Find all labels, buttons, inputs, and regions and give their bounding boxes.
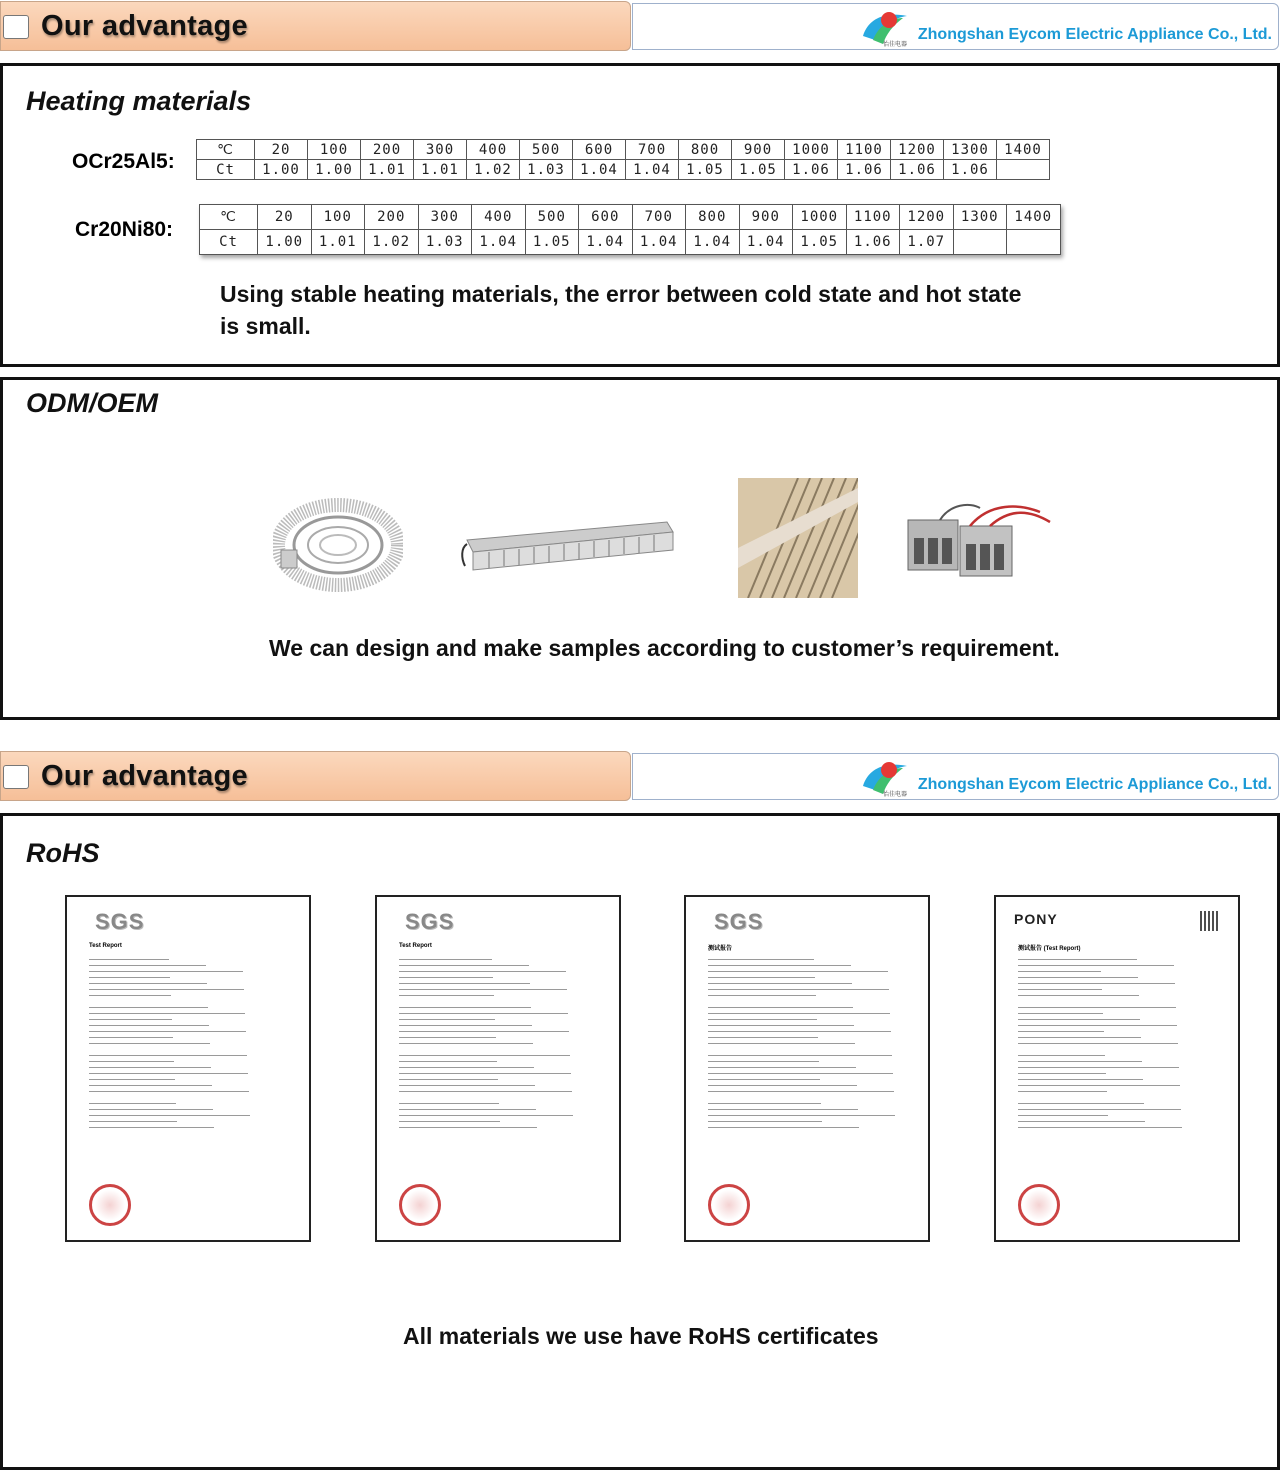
cert-text-line: [89, 1019, 172, 1020]
cert-text-line: [399, 1013, 568, 1014]
temperature-cell: 1400: [997, 140, 1050, 160]
cert-text-line: [708, 1115, 895, 1116]
cert-text-line: [89, 1109, 213, 1110]
round-coil-heater-icon: [273, 495, 403, 595]
rohs-certificate-4: [994, 895, 1240, 1242]
cert-title: Test Report: [399, 943, 432, 949]
cert-text-line: [708, 989, 889, 990]
temperature-cell: 200: [361, 140, 414, 160]
temp-unit-cell: ℃: [197, 140, 255, 160]
coefficient-table-ocr25al5: [196, 139, 1050, 180]
cert-text-line: [1018, 1121, 1145, 1122]
cert-text-line: [399, 1031, 569, 1032]
coefficient-cell: 1.04: [632, 230, 686, 255]
cert-text-line: [89, 1103, 176, 1104]
coefficient-cell: 1.00: [308, 160, 361, 180]
cert-text-line: [708, 1019, 817, 1020]
cert-text-line: [399, 1055, 570, 1056]
cert-text-line: [708, 1121, 822, 1122]
cert-text-line: [708, 977, 815, 978]
banner-company-area: [632, 3, 1279, 50]
rohs-certificate-3: [684, 895, 930, 1242]
qr-code-icon: [1200, 911, 1220, 931]
temperature-cell: 400: [472, 205, 526, 230]
banner-title: Our advantage: [41, 760, 248, 792]
cert-text-line: [1018, 1115, 1108, 1116]
cert-text-line: [708, 1103, 821, 1104]
coefficient-table-cr20ni80: [199, 204, 1061, 255]
cert-text-line: [399, 1109, 536, 1110]
coefficient-cell: [953, 230, 1007, 255]
cert-text-line: [708, 1091, 894, 1092]
rohs-certificate-2: [375, 895, 621, 1242]
coefficient-cell: 1.01: [311, 230, 365, 255]
cert-text-line: [399, 1025, 532, 1026]
cert-title: 测试报告: [708, 946, 733, 952]
coefficient-cell: 1.05: [732, 160, 785, 180]
banner-company-area: [632, 753, 1279, 800]
cert-seal-icon: [708, 1184, 750, 1226]
cert-text-line: [399, 983, 530, 984]
cert-seal-icon: [1018, 1184, 1060, 1226]
ptc-panel-heater-icon: [459, 518, 679, 578]
cert-text-line: [708, 1025, 854, 1026]
cert-text-line: [89, 1031, 246, 1032]
coefficient-cell: [997, 160, 1050, 180]
material-label-ocr25al5: OCr25Al5:: [72, 150, 175, 173]
coefficient-cell: 1.01: [361, 160, 414, 180]
temperature-cell: 20: [258, 205, 312, 230]
temperature-cell: 20: [255, 140, 308, 160]
temperature-cell: 600: [579, 205, 633, 230]
cert-text-line: [89, 983, 207, 984]
coefficient-cell: [1007, 230, 1061, 255]
cert-seal-icon: [399, 1184, 441, 1226]
cert-text-line: [399, 1127, 537, 1128]
cert-text-line: [89, 971, 243, 972]
coefficient-cell: 1.05: [679, 160, 732, 180]
checkbox-square: [3, 15, 29, 39]
coefficient-cell: 1.06: [891, 160, 944, 180]
coefficient-cell: 1.02: [467, 160, 520, 180]
coefficient-cell: 1.05: [793, 230, 847, 255]
cert-text-line: [1018, 1037, 1141, 1038]
cert-text-line: [1018, 1085, 1180, 1086]
cert-text-line: [1018, 1061, 1142, 1062]
cert-text-line: [1018, 983, 1175, 984]
cert-text-line: [399, 1019, 495, 1020]
temperature-cell: 1300: [953, 205, 1007, 230]
cert-text-line: [89, 995, 171, 996]
temperature-row: [197, 140, 1050, 160]
temperature-cell: 1000: [785, 140, 838, 160]
heating-caption: [220, 278, 1021, 342]
cert-brand: SGS: [95, 909, 145, 934]
cert-text-line: [708, 1109, 858, 1110]
cert-text-line: [708, 1013, 890, 1014]
temperature-cell: 1000: [793, 205, 847, 230]
cert-text-line: [89, 1115, 250, 1116]
cert-text-line: [708, 1127, 859, 1128]
cert-text-line: [399, 1043, 533, 1044]
temperature-cell: 1100: [838, 140, 891, 160]
cert-text-line: [399, 1085, 535, 1086]
cert-text-line: [1018, 1067, 1179, 1068]
coefficient-cell: 1.07: [900, 230, 954, 255]
cert-text-line: [708, 959, 814, 960]
cert-text-line: [708, 1007, 853, 1008]
temperature-cell: 600: [573, 140, 626, 160]
company-name: Zhongshan Eycom Electric Appliance Co., Ltd.: [917, 776, 1272, 793]
coefficient-cell: 1.02: [365, 230, 419, 255]
temperature-cell: 100: [311, 205, 365, 230]
cert-text-line: [399, 977, 493, 978]
cert-text-line: [89, 1043, 210, 1044]
cert-text-line: [399, 965, 529, 966]
cert-text-line: [399, 1091, 572, 1092]
heating-materials-panel: [0, 63, 1280, 367]
cert-text-line: [1018, 1019, 1140, 1020]
cert-text-line: [1018, 959, 1137, 960]
material-label-cr20ni80: Cr20Ni80:: [75, 218, 174, 241]
cert-text-line: [89, 1079, 175, 1080]
cert-text-line: [89, 1067, 211, 1068]
temperature-cell: 800: [679, 140, 732, 160]
coefficient-cell: 1.00: [255, 160, 308, 180]
temperature-cell: 1200: [900, 205, 954, 230]
section-heading: Heating materials: [26, 86, 252, 116]
cert-text-line: [708, 965, 851, 966]
cert-text-line: [1018, 1103, 1144, 1104]
cert-title: 测试报告 (Test Report): [1018, 946, 1081, 952]
company-logo-icon: [859, 6, 915, 48]
cert-text-line: [708, 983, 852, 984]
section-heading: RoHS: [26, 838, 100, 868]
temperature-cell: 500: [525, 205, 579, 230]
ptc-block-heater-icon: [900, 498, 1060, 588]
coefficient-cell: 1.06: [944, 160, 997, 180]
heating-fin-closeup-icon: [738, 478, 858, 598]
heating-caption-line1: Using stable heating materials, the error between cold state and hot state: [220, 281, 1022, 307]
cert-text-line: [1018, 995, 1139, 996]
svg-text:怡佳电器: 怡佳电器: [883, 41, 908, 48]
cert-text-line: [89, 1007, 208, 1008]
cert-text-line: [399, 989, 567, 990]
cert-text-line: [708, 1055, 892, 1056]
temperature-cell: 300: [414, 140, 467, 160]
cert-text-line: [399, 1067, 534, 1068]
rohs-panel: [0, 813, 1280, 1470]
cert-text-line: [399, 1073, 571, 1074]
section-heading: ODM/OEM: [26, 388, 158, 418]
cert-text-line: [399, 1037, 496, 1038]
cert-text-line: [708, 1031, 891, 1032]
cert-text-line: [89, 1037, 173, 1038]
coefficient-row: [197, 160, 1050, 180]
cert-text-line: [89, 965, 206, 966]
rohs-certificate-1: [65, 895, 311, 1242]
cert-text-line: [89, 1055, 247, 1056]
coeff-unit-cell: Ct: [197, 160, 255, 180]
temperature-cell: 1400: [1007, 205, 1061, 230]
cert-seal-icon: [89, 1184, 131, 1226]
cert-text-line: [89, 1013, 245, 1014]
heating-caption-line2: is small.: [220, 313, 311, 339]
cert-text-line: [708, 995, 816, 996]
cert-text-line: [1018, 1007, 1176, 1008]
header-banner: [0, 1, 1280, 53]
coefficient-cell: 1.06: [785, 160, 838, 180]
cert-text-line: [1018, 1043, 1178, 1044]
banner-title: Our advantage: [41, 10, 248, 42]
banner-tab: [0, 1, 631, 51]
coefficient-cell: 1.04: [626, 160, 679, 180]
cert-text-line: [1018, 1091, 1107, 1092]
cert-text-line: [89, 959, 169, 960]
temperature-cell: 700: [626, 140, 679, 160]
coefficient-cell: 1.04: [579, 230, 633, 255]
cert-text-line: [1018, 1025, 1177, 1026]
coefficient-cell: 1.06: [838, 160, 891, 180]
cert-text-line: [708, 1079, 820, 1080]
coefficient-cell: 1.04: [573, 160, 626, 180]
temperature-cell: 1200: [891, 140, 944, 160]
cert-text-line: [708, 1085, 857, 1086]
coefficient-cell: 1.06: [846, 230, 900, 255]
cert-text-line: [89, 1061, 174, 1062]
odm-oem-panel: [0, 377, 1280, 720]
temperature-cell: 1300: [944, 140, 997, 160]
header-banner: [0, 751, 1280, 803]
cert-brand: SGS: [405, 909, 455, 934]
cert-text-line: [708, 1043, 855, 1044]
cert-text-line: [1018, 1055, 1105, 1056]
coefficient-cell: 1.04: [739, 230, 793, 255]
cert-text-line: [89, 1025, 209, 1026]
coefficient-row: [200, 230, 1061, 255]
odm-caption: We can design and make samples according to customer’s requirement.: [269, 635, 1060, 661]
temperature-cell: 500: [520, 140, 573, 160]
coeff-unit-cell: Ct: [200, 230, 258, 255]
cert-text-line: [399, 1007, 531, 1008]
temperature-cell: 100: [308, 140, 361, 160]
coefficient-cell: 1.01: [414, 160, 467, 180]
temp-unit-cell: ℃: [200, 205, 258, 230]
cert-text-line: [399, 1061, 497, 1062]
coefficient-cell: 1.04: [686, 230, 740, 255]
banner-tab: [0, 751, 631, 801]
cert-text-line: [399, 1115, 573, 1116]
cert-text-line: [399, 1121, 500, 1122]
cert-brand: SGS: [714, 909, 764, 934]
svg-text:怡佳电器: 怡佳电器: [883, 791, 908, 798]
cert-text-line: [1018, 1079, 1143, 1080]
cert-text-line: [1018, 1013, 1103, 1014]
coefficient-cell: 1.05: [525, 230, 579, 255]
cert-text-line: [1018, 989, 1102, 990]
checkbox-square: [3, 765, 29, 789]
cert-text-line: [89, 1085, 212, 1086]
temperature-cell: 300: [418, 205, 472, 230]
cert-text-line: [399, 1079, 498, 1080]
temperature-cell: 200: [365, 205, 419, 230]
temperature-cell: 400: [467, 140, 520, 160]
temperature-cell: 800: [686, 205, 740, 230]
cert-text-line: [89, 1091, 249, 1092]
cert-text-line: [399, 1103, 499, 1104]
coefficient-cell: 1.03: [520, 160, 573, 180]
coefficient-cell: 1.00: [258, 230, 312, 255]
cert-text-line: [1018, 965, 1174, 966]
rohs-caption: All materials we use have RoHS certificates: [403, 1323, 879, 1349]
cert-text-line: [708, 971, 888, 972]
cert-text-line: [89, 1121, 177, 1122]
cert-text-line: [89, 989, 244, 990]
temperature-row: [200, 205, 1061, 230]
cert-text-line: [399, 971, 566, 972]
cert-text-line: [708, 1067, 856, 1068]
coefficient-cell: 1.04: [472, 230, 526, 255]
temperature-cell: 1100: [846, 205, 900, 230]
cert-text-line: [1018, 1127, 1182, 1128]
cert-text-line: [1018, 1073, 1106, 1074]
cert-text-line: [89, 1127, 214, 1128]
coefficient-cell: 1.03: [418, 230, 472, 255]
temperature-cell: 700: [632, 205, 686, 230]
cert-title: Test Report: [89, 943, 122, 949]
cert-text-line: [1018, 971, 1101, 972]
cert-text-line: [708, 1073, 893, 1074]
temperature-cell: 900: [739, 205, 793, 230]
cert-text-line: [89, 1073, 248, 1074]
cert-text-line: [399, 959, 492, 960]
cert-text-line: [1018, 1109, 1181, 1110]
cert-text-line: [1018, 1031, 1104, 1032]
company-name: Zhongshan Eycom Electric Appliance Co., Ltd.: [917, 26, 1272, 43]
cert-text-line: [89, 977, 170, 978]
cert-text-line: [708, 1061, 819, 1062]
cert-text-line: [1018, 977, 1138, 978]
cert-brand: PONY: [1014, 911, 1058, 927]
cert-text-line: [708, 1037, 818, 1038]
company-logo-icon: [859, 756, 915, 798]
temperature-cell: 900: [732, 140, 785, 160]
cert-text-line: [399, 995, 494, 996]
